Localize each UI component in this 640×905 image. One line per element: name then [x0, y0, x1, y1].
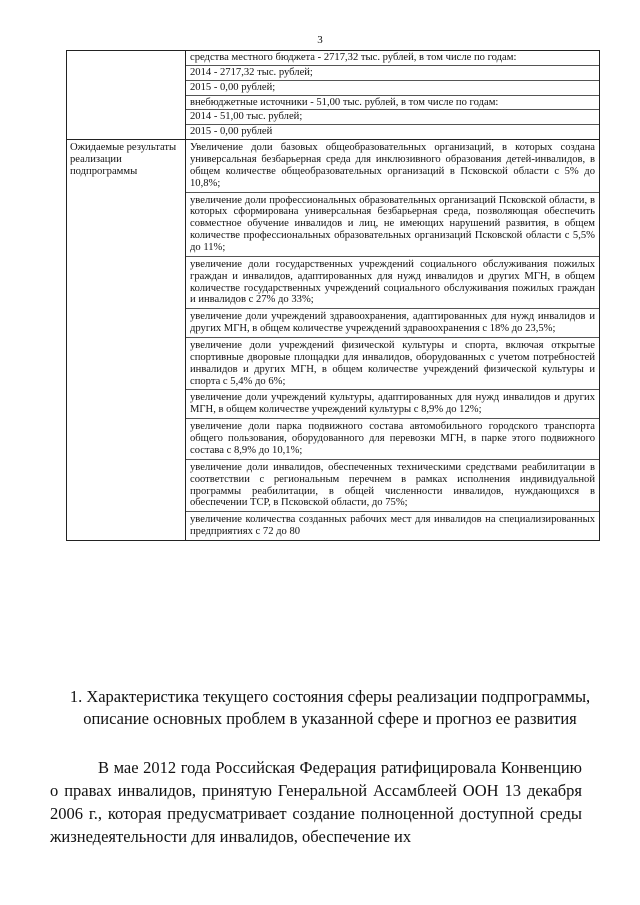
- result-item: Увеличение доли базовых общеобразовательных организаций, в которых создана универсальная безбарьерная среда для инклюзивного образования детей-инвалидов, в общем количестве общеобразовательных организаций в Псковской области с 5% до 10,8%;: [186, 140, 599, 192]
- result-item: увеличение доли государственных учреждений социального обслуживания пожилых граждан и инвалидов, адаптированных для нужд инвалидов и других МГН, в общем количестве государственных учреждений социального обслуживания пожилых граждан и инвалидов с 27% до 33%;: [186, 257, 599, 309]
- result-item: увеличение доли учреждений здравоохранения, адаптированных для нужд инвалидов и других МГН, в общем количестве учреждений здравоохранения с 18% до 23,5%;: [186, 309, 599, 338]
- funding-details-cell: [186, 51, 600, 140]
- results-row: [67, 140, 600, 541]
- result-item: увеличение доли учреждений физической культуры и спорта, включая открытые спортивные дворовые площадки для инвалидов, оборудованных с учетом потребностей инвалидов и других МГН, в общем количестве учреждений физической культуры и спорта с 5,4% до 6%;: [186, 338, 599, 390]
- funding-line: 2015 - 0,00 рублей: [190, 126, 273, 138]
- result-item: увеличение доли профессиональных образовательных организаций Псковской области, в которых сформирована универсальная безбарьерная среда, позволяющая обеспечить совместное обучение инвалидов и лиц, не имеющих нарушений развития, в общем количестве профессиональных образовательных организаций Псковской области с 5,5% до 11%;: [186, 193, 599, 257]
- section-heading: 1. Характеристика текущего состояния сферы реализации подпрограммы, описание основных проблем в указанной сфере и прогноз ее развития: [69, 687, 591, 728]
- funding-row: [67, 51, 600, 140]
- result-item: увеличение доли парка подвижного состава автомобильного городского транспорта общего пользования, оборудованного для перевозки МГН, в парке этого подвижного состава с 8,9% до 10,1%;: [186, 419, 599, 460]
- funding-line: 2015 - 0,00 рублей;: [186, 81, 599, 96]
- result-item: увеличение доли учреждений культуры, адаптированных для нужд инвалидов и других МГН, в общем количестве учреждений культуры с 8,9% до 12%;: [186, 390, 599, 419]
- body-paragraph: В мае 2012 года Российская Федерация ратифицировала Конвенцию о правах инвалидов, принятую Генеральной Ассамблеей ООН 13 декабря 2006 г., которая предусматривает создание полноценной доступной среды жизнедеятельности для инвалидов, обеспечение их: [50, 758, 582, 847]
- results-label: Ожидаемые результаты реализации подпрограммы: [67, 140, 186, 541]
- funding-line: 2014 - 2717,32 тыс. рублей;: [186, 66, 599, 81]
- funding-label-cell: [67, 51, 186, 140]
- funding-line: 2014 - 51,00 тыс. рублей;: [186, 110, 599, 125]
- funding-line: внебюджетные источники - 51,00 тыс. рублей, в том числе по годам:: [186, 96, 599, 111]
- page-number: 3: [317, 34, 323, 46]
- results-cell: [186, 140, 600, 541]
- result-item: увеличение количества созданных рабочих мест для инвалидов на специализированных предприятиях с 72 до 80: [190, 514, 595, 538]
- subprogram-passport-table: [66, 50, 600, 541]
- result-item: увеличение доли инвалидов, обеспеченных техническими средствами реабилитации в соответствии с региональным перечнем в рамках исполнения индивидуальной программы реабилитации, в общей численности инвалидов, нуждающихся в обеспечении ТСР, в Псковской области, до 75%;: [186, 460, 599, 512]
- funding-line: средства местного бюджета - 2717,32 тыс. рублей, в том числе по годам:: [186, 51, 599, 66]
